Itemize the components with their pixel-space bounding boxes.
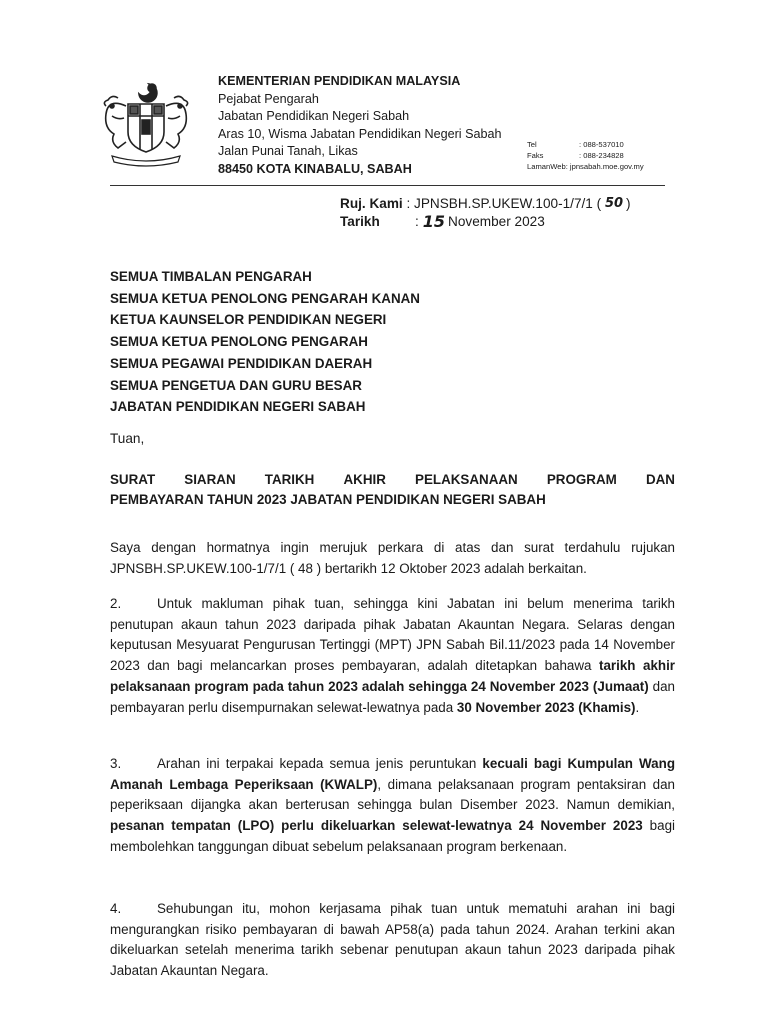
paragraph-2: [110, 594, 675, 718]
ruj-label: Ruj. Kami: [340, 196, 403, 211]
salutation: Tuan,: [110, 431, 145, 446]
recipient-line: SEMUA KETUA PENOLONG PENGARAH KANAN: [110, 290, 420, 306]
recipient-line: SEMUA PEGAWAI PENDIDIKAN DAERAH: [110, 355, 373, 371]
subject-word: PROGRAM: [546, 472, 617, 487]
web-value: : jpnsabah.moe.gov.my: [565, 162, 644, 171]
department-name: Jabatan Pendidikan Negeri Sabah: [218, 109, 410, 124]
subject-word: SIARAN: [184, 472, 236, 487]
paragraph-bold-text: kecuali bagi Kumpulan Wang Amanah Lembaga Peperiksaan (KWALP): [110, 756, 675, 792]
office-name: Pejabat Pengarah: [218, 91, 319, 106]
postcode-city: 88450 KOTA KINABALU, SABAH: [218, 161, 412, 176]
paragraph-bold-text: 30 November 2023 (Khamis): [456, 699, 636, 715]
fax-value: : 088-234828: [579, 151, 624, 160]
paragraph-number: 4.: [110, 901, 122, 916]
letterhead-address: [218, 73, 502, 179]
paragraph-number: 3.: [110, 756, 122, 771]
recipient-line: SEMUA KETUA PENOLONG PENGARAH: [110, 334, 368, 350]
paragraph-1: Saya dengan hormatnya ingin merujuk perkara di atas dan surat terdahulu rujukan JPNSBH.SP.UKEW.100-1/7/1 ( 48 ) bertarikh 12 Oktober 2023 adalah berkaitan.: [110, 540, 675, 576]
paragraph-bold-text: pesanan tempatan (LPO) perlu dikeluarkan selewat-lewatnya 24 November 2023: [110, 818, 643, 834]
tarikh-colon: :: [415, 214, 419, 229]
ruj-close: ): [626, 196, 631, 211]
paragraph-text: dan pembayaran perlu disempurnakan selewat-lewatnya pada: [110, 678, 675, 715]
subject-word: DAN: [645, 472, 675, 487]
subject-word: SURAT: [110, 472, 156, 487]
paragraph-text: Arahan ini terpakai kepada semua jenis peruntukan: [157, 756, 483, 771]
ministry-name: KEMENTERIAN PENDIDIKAN MALAYSIA: [218, 74, 461, 88]
paragraph-bold-text: tarikh akhir pelaksanaan program pada tahun 2023 adalah sehingga 24 November 2023 (Jumaat): [110, 658, 675, 694]
tarikh-label: Tarikh: [340, 214, 380, 229]
subject-word: AKHIR: [343, 472, 386, 487]
tarikh-handwritten-day: 15: [422, 212, 446, 231]
ruj-value: : JPNSBH.SP.UKEW.100-1/7/1 (: [406, 196, 605, 211]
paragraph-text: Sehubungan itu, mohon kerjasama pihak tuan untuk mematuhi arahan ini bagi mengurangkan risiko pembayaran di bawah AP58(a) pada tahun 2024. Arahan terkini akan dikeluarkan setelah menerima tarikh sebenar penutupan akaun tahun 2023 daripada pihak Jabatan Akauntan Negara.: [110, 901, 675, 979]
ruj-handwritten-number: 50: [604, 196, 624, 211]
subject-line-1: [110, 470, 675, 490]
web-label: LamanWeb: [527, 162, 566, 171]
paragraph-3: [110, 754, 675, 858]
paragraph-4: [110, 899, 675, 982]
recipient-line: KETUA KAUNSELOR PENDIDIKAN NEGERI: [110, 312, 387, 328]
paragraph-text: Untuk makluman pihak tuan, sehingga kini Jabatan ini belum menerima tarikh penutupan akaun tahun 2023 daripada pihak Jabatan Akauntan Negara. Selaras dengan keputusan Mesyuarat Pengurusan Tertinggi (MPT) JPN Sabah Bil.11/2023 pada 14 November 2023 dan bagi melancarkan proses pembayaran, adalah ditetapkan bahawa: [110, 596, 675, 674]
recipient-line: SEMUA PENGETUA DAN GURU BESAR: [110, 377, 362, 393]
subject-word: PELAKSANAAN: [415, 472, 518, 487]
subject-word: TARIKH: [264, 472, 315, 487]
malaysia-crest-logo: [98, 76, 194, 168]
tarikh-month-year: November 2023: [448, 214, 545, 229]
paragraph-number: 2.: [110, 596, 122, 611]
recipient-list: [110, 266, 420, 418]
paragraph-text: bagi membolehkan tanggungan dibuat sebelum pelaksanaan program berkenaan.: [110, 818, 675, 854]
tel-value: : 088-537010: [579, 140, 624, 149]
header-divider: [110, 185, 665, 186]
tel-label: Tel: [527, 140, 537, 149]
paragraph-text: .: [635, 699, 640, 715]
recipient-line: SEMUA TIMBALAN PENGARAH: [110, 269, 312, 284]
subject-line-2: PEMBAYARAN TAHUN 2023 JABATAN PENDIDIKAN NEGERI SABAH: [110, 492, 546, 507]
address-line-1: Aras 10, Wisma Jabatan Pendidikan Negeri Sabah: [218, 126, 502, 141]
letter-subject: [110, 470, 675, 510]
recipient-line: JABATAN PENDIDIKAN NEGERI SABAH: [110, 399, 366, 415]
address-line-2: Jalan Punai Tanah, Likas: [218, 144, 358, 159]
contact-details: [527, 139, 644, 172]
reference-block: [340, 195, 631, 231]
fax-label: Faks: [527, 151, 544, 160]
paragraph-text: , dimana pelaksanaan program pentaksiran dan peperiksaan dijangka akan berterusan sehingga bulan Disember 2023. Namun demikian,: [110, 776, 676, 813]
